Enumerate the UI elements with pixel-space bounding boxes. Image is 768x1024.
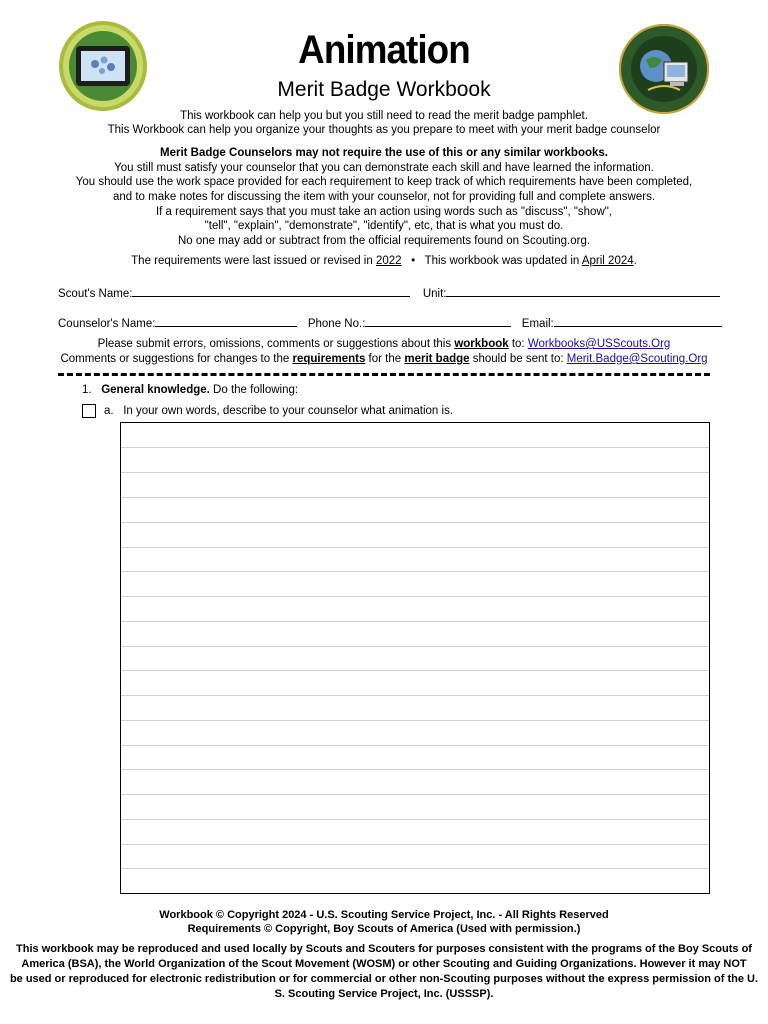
intro-line: "tell", "explain", "demonstrate", "identify", etc, that is what you must do. <box>204 220 564 232</box>
ruled-line <box>121 769 709 770</box>
page-subtitle: Merit Badge Workbook <box>277 78 491 101</box>
intro-line-2: This Workbook can help you organize your thoughts as you prepare to meet with your merit badge counselor <box>107 124 661 136</box>
footer-license-line: America (BSA), the World Organization of the Scout Movement (WOSM) or other Scouting and Guiding Organizations. However it may NOT <box>21 958 747 970</box>
counselor-name-label: Counselor's Name: <box>58 318 156 330</box>
email-label: Email: <box>521 318 554 330</box>
requirement-number: 1. <box>82 384 92 396</box>
footer-license-line: This workbook may be reproduced and used locally by Scouts and Scouters for purposes consistent with the programs of the Boy Scouts of <box>16 943 752 955</box>
ruled-line <box>121 621 709 622</box>
intro-line: You still must satisfy your counselor that you can demonstrate each skill and have learned the information. <box>114 162 654 174</box>
intro-line: If a requirement says that you must take an action using words such as "discuss", "show", <box>155 206 613 218</box>
section-divider <box>58 373 710 376</box>
scout-name-label: Scout's Name: <box>58 288 133 300</box>
sub-letter: a. <box>104 405 114 417</box>
submit-workbook-line <box>0 337 768 352</box>
ruled-line <box>121 670 709 671</box>
submit-text: for the <box>368 353 402 365</box>
submit-text: should be sent to: <box>472 353 564 365</box>
workbook-word: workbook <box>454 338 509 350</box>
revision-info <box>0 254 768 269</box>
intro-line-1: This workbook can help you but you still need to read the merit badge pamphlet. <box>180 110 588 122</box>
ruled-line <box>121 745 709 746</box>
ruled-line <box>121 868 709 869</box>
submit-text: Please submit errors, omissions, comments or suggestions about this <box>97 338 452 350</box>
counselor-row <box>58 315 722 331</box>
revised-prefix: The requirements were last issued or revised in <box>131 255 373 267</box>
updated-prefix: This workbook was updated in <box>424 255 580 267</box>
ruled-line <box>121 646 709 647</box>
ruled-line <box>121 596 709 597</box>
requirement-heading: General knowledge. <box>101 384 210 396</box>
submit-requirements-line <box>0 352 768 367</box>
ruled-line <box>121 794 709 795</box>
footer-copyright-workbook: Workbook © Copyright 2024 - U.S. Scouting Service Project, Inc. - All Rights Reserved <box>159 909 609 921</box>
footer-license-line: be used or reproduced for electronic redistribution or for commercial or other non-Scouting purposes without the express permission of the U. <box>9 973 759 985</box>
ruled-line <box>121 522 709 523</box>
ruled-line <box>121 819 709 820</box>
ruled-line <box>121 447 709 448</box>
email-field[interactable] <box>554 315 722 327</box>
ruled-line <box>121 571 709 572</box>
page-title: Animation <box>298 28 470 72</box>
requirements-word: requirements <box>292 353 366 365</box>
unit-label: Unit: <box>422 288 447 300</box>
revised-year: 2022 <box>375 255 402 267</box>
requirement-heading-rest: Do the following: <box>213 384 299 396</box>
submit-text: Comments or suggestions for changes to the <box>60 353 290 365</box>
bullet-separator: • <box>411 255 416 267</box>
phone-field[interactable] <box>365 315 511 327</box>
ruled-line <box>121 720 709 721</box>
scout-name-row <box>58 285 720 301</box>
unit-field[interactable] <box>446 285 720 297</box>
ruled-line <box>121 472 709 473</box>
requirement-1a-checkbox[interactable] <box>82 404 96 418</box>
footer-copyright-requirements: Requirements © Copyright, Boy Scouts of America (Used with permission.) <box>187 923 581 935</box>
requirement-1 <box>82 383 298 398</box>
counselor-name-field[interactable] <box>155 315 297 327</box>
updated-date: April 2024 <box>581 255 634 267</box>
merit-badge-email-link[interactable]: Merit.Badge@Scouting.Org <box>566 353 708 365</box>
phone-label: Phone No.: <box>307 318 366 330</box>
sub-text: In your own words, describe to your counselor what animation is. <box>123 405 454 417</box>
ruled-line <box>121 844 709 845</box>
ruled-line <box>121 695 709 696</box>
workbooks-email-link[interactable]: Workbooks@USScouts.Org <box>527 338 671 350</box>
answer-box[interactable] <box>120 422 710 894</box>
intro-line: No one may add or subtract from the official requirements found on Scouting.org. <box>177 235 591 247</box>
requirement-1a <box>104 404 453 419</box>
intro-line: You should use the work space provided for each requirement to keep track of which requirements have been completed, <box>75 176 693 188</box>
updated-suffix: . <box>633 255 637 267</box>
submit-to: to: <box>511 338 525 350</box>
ruled-line <box>121 497 709 498</box>
ruled-line <box>121 547 709 548</box>
footer-license-line: S. Scouting Service Project, Inc. (USSSP). <box>274 988 494 1000</box>
intro-line: and to make notes for discussing the item with your counselor, not for providing full and complete answers. <box>112 191 656 203</box>
merit-badge-word: merit badge <box>404 353 470 365</box>
intro-bold-notice: Merit Badge Counselors may not require the use of this or any similar workbooks. <box>160 147 608 159</box>
scout-name-field[interactable] <box>132 285 410 297</box>
